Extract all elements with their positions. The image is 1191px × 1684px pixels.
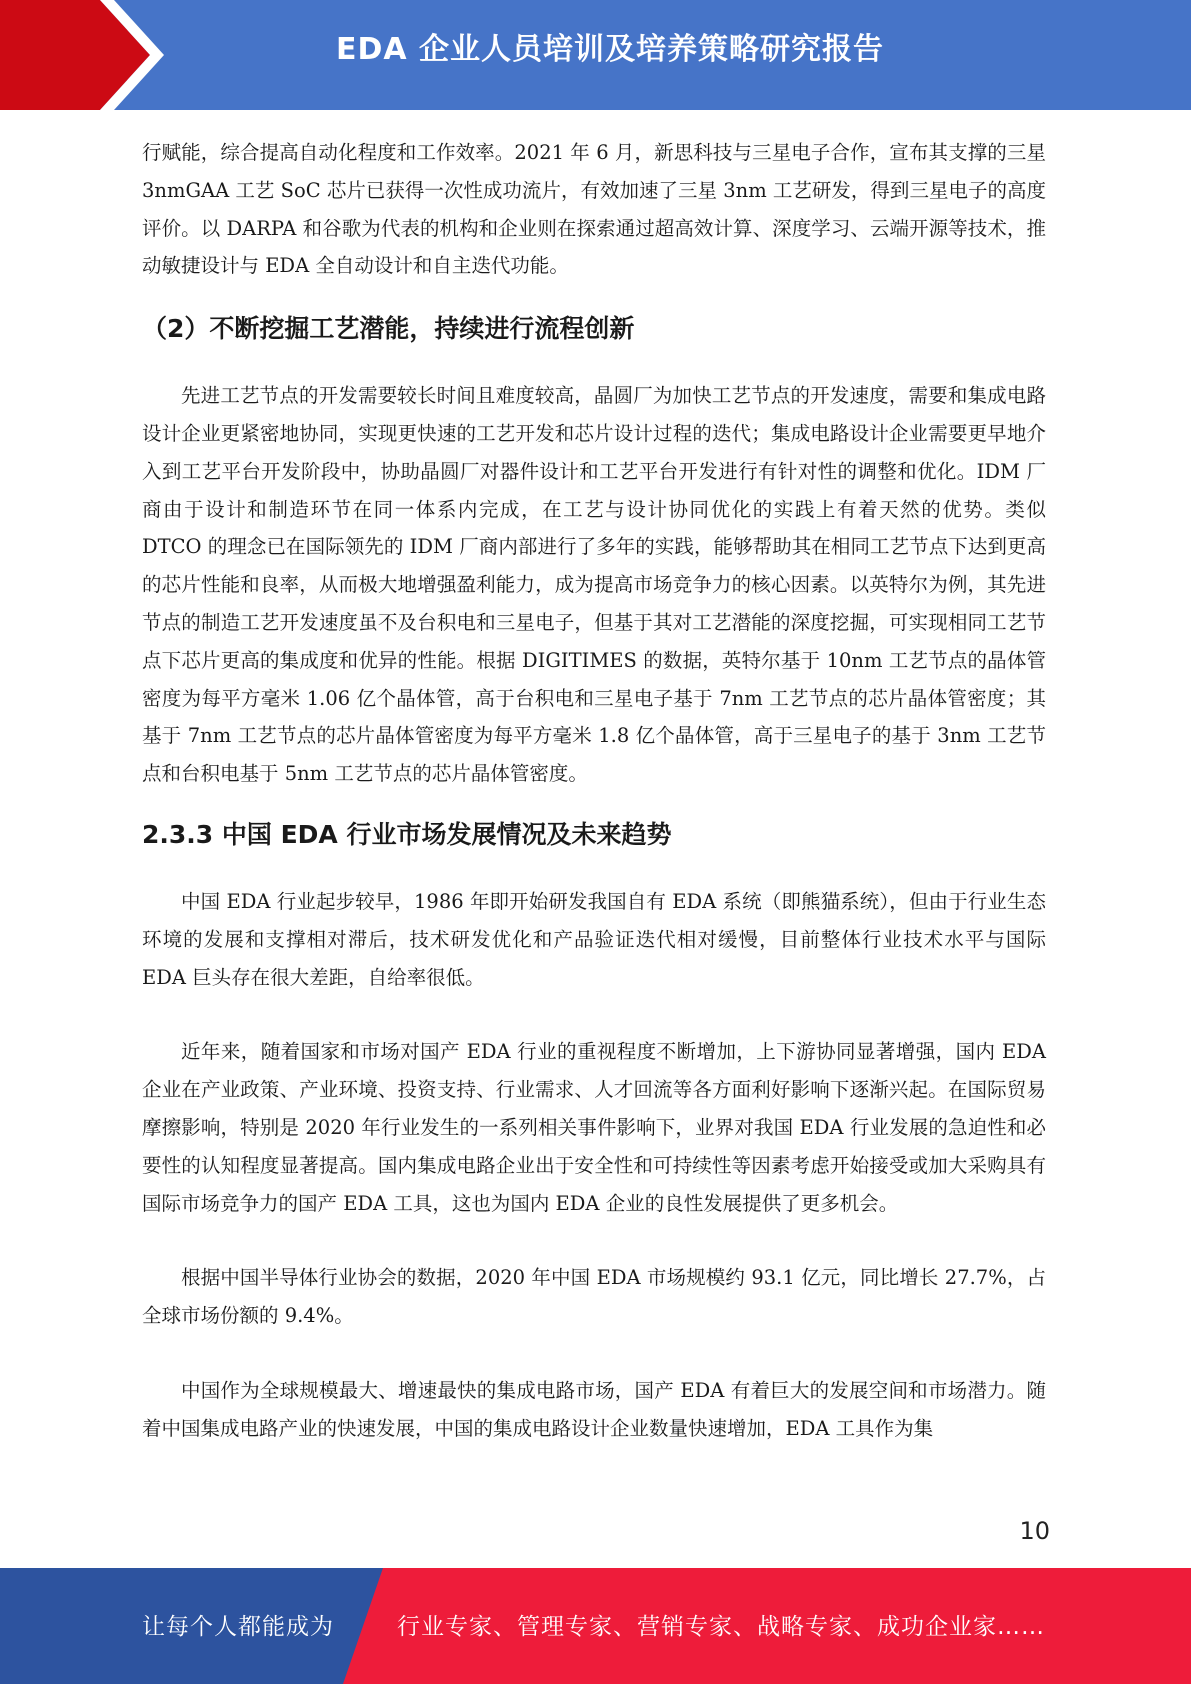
page-header-band: [0, 0, 1191, 110]
paragraph-market-size: 根据中国半导体行业协会的数据，2020 年中国 EDA 市场规模约 93.1 亿元，同比增长 27.7%，占全球市场份额的 9.4%。: [142, 1266, 1046, 1328]
document-body: [142, 134, 1046, 1448]
paragraph-process-innovation: 先进工艺节点的开发需要较长时间且难度较高，晶圆厂为加快工艺节点的开发速度，需要和集成电路设计企业更紧密地协同，实现更快速的工艺开发和芯片设计过程的迭代；集成电路设计企业需要更早地介入到工艺平台开发阶段中，协助晶圆厂对器件设计和工艺平台开发进行有针对性的调整和优化。IDM 厂商由于设计和制造环节在同一体系内完成，在工艺与设计协同优化的实践上有着天然的优势。类似 DTCO 的理念已在国际领先的 IDM 厂商内部进行了多年的实践，能够帮助其在相同工艺节点下达到更高的芯片性能和良率，从而极大地增强盈利能力，成为提高市场竞争力的核心因素。以英特尔为例，其先进节点的制造工艺开发速度虽不及台积电和三星电子，但基于其对工艺潜能的深度挖掘，可实现相同工艺节点下芯片更高的集成度和优异的性能。根据 DIGITIMES 的数据，英特尔基于 10nm 工艺节点的晶体管密度为每平方毫米 1.06 亿个晶体管，高于台积电和三星电子基于 7nm 工艺节点的芯片晶体管密度；其基于 7nm 工艺节点的芯片晶体管密度为每平方毫米 1.8 亿个晶体管，高于三星电子的基于 3nm 工艺节点和台积电基于 5nm 工艺节点的芯片晶体管密度。: [142, 384, 1046, 786]
subsection-heading: （2）不断挖掘工艺潜能，持续进行流程创新: [142, 314, 635, 344]
report-title: EDA 企业人员培训及培养策略研究报告: [335, 32, 885, 67]
footer-slogan-left: 让每个人都能成为: [142, 1614, 334, 1640]
paragraph-market-potential: 中国作为全球规模最大、增速最快的集成电路市场，国产 EDA 有着巨大的发展空间和市场潜力。随着中国集成电路产业的快速发展，中国的集成电路设计企业数量快速增加，EDA 工具作为集: [142, 1378, 1046, 1440]
section-heading-2-3-3: 2.3.3 中国 EDA 行业市场发展情况及未来趋势: [142, 819, 672, 849]
paragraph-china-eda-history: 中国 EDA 行业起步较早，1986 年即开始研发我国自有 EDA 系统（即熊猫系统），但由于行业生态环境的发展和支撑相对滞后，技术研发优化和产品验证迭代相对缓慢，目前整体行业技术水平与国际 EDA 巨头存在很大差距，自给率很低。: [142, 889, 1046, 989]
footer-slogan-right: 行业专家、管理专家、营销专家、战略专家、成功企业家……: [397, 1614, 1045, 1640]
paragraph-continued: 行赋能，综合提高自动化程度和工作效率。2021 年 6 月，新思科技与三星电子合作，宣布其支撑的三星 3nmGAA 工艺 SoC 芯片已获得一次性成功流片，有效加速了三星 3nm 工艺研发，得到三星电子的高度评价。以 DARPA 和谷歌为代表的机构和企业则在探索通过超高效计算、深度学习、云端开源等技术，推动敏捷设计与 EDA 全自动设计和自主迭代功能。: [142, 141, 1046, 278]
page-number: 10: [1019, 1517, 1050, 1545]
page-footer-band: [0, 1568, 1191, 1684]
paragraph-china-eda-recent: 近年来，随着国家和市场对国产 EDA 行业的重视程度不断增加，上下游协同显著增强，国内 EDA 企业在产业政策、产业环境、投资支持、行业需求、人才回流等各方面利好影响下逐渐兴起。在国际贸易摩擦影响，特别是 2020 年行业发生的一系列相关事件影响下，业界对我国 EDA 行业发展的急迫性和必要性的认知程度显著提高。国内集成电路企业出于安全性和可持续性等因素考虑开始接受或加大采购具有国际市场竞争力的国产 EDA 工具，这也为国内 EDA 企业的良性发展提供了更多机会。: [142, 1040, 1046, 1215]
